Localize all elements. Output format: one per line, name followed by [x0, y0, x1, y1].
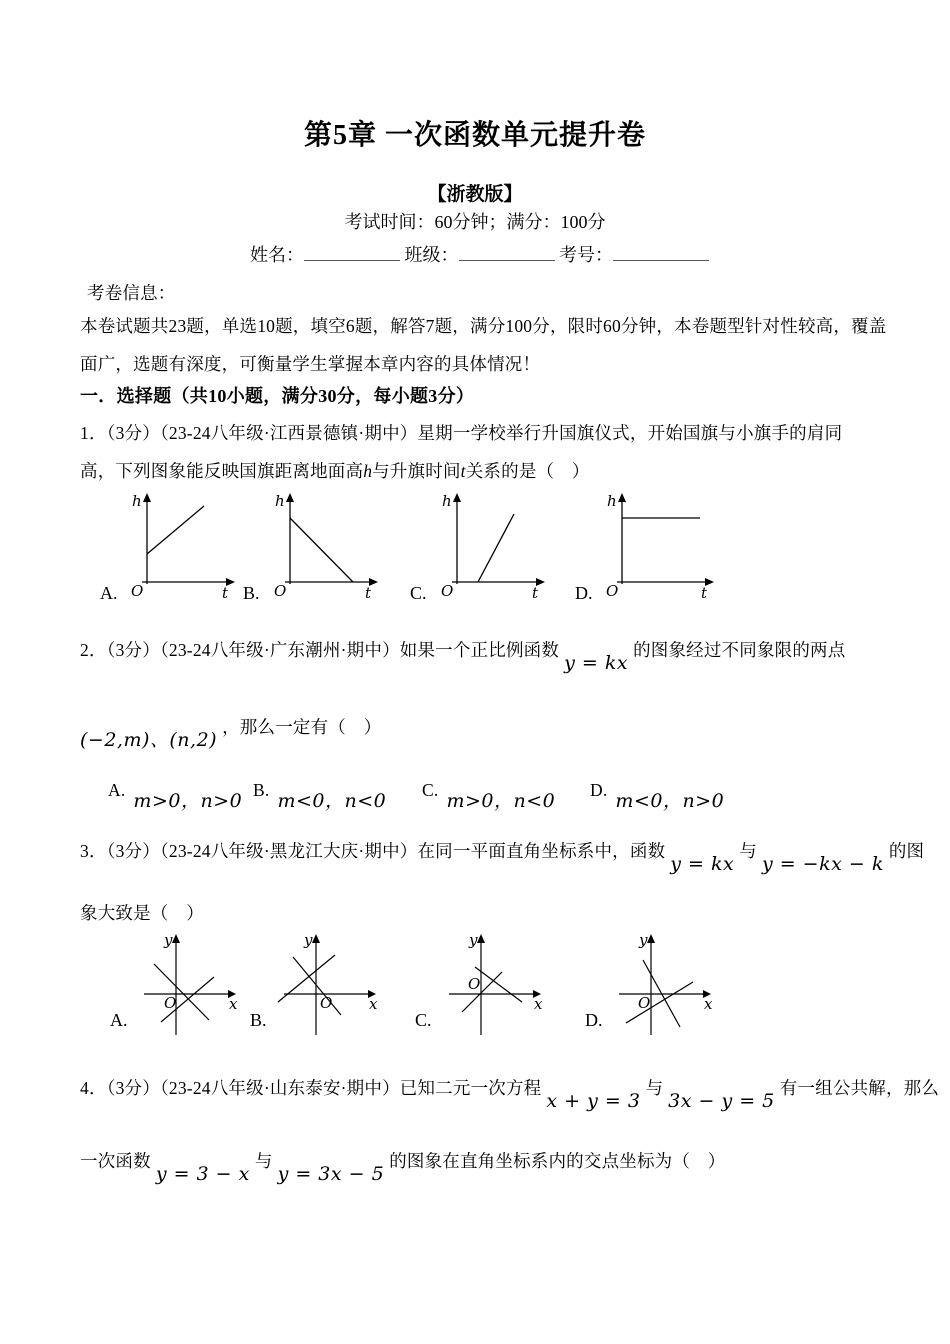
q4-line-1: 4．（3分）（23-24八年级·山东泰安·期中）已知二元一次方程x + y = 3与3x − y = 5有一组公共解，那么 [80, 1078, 940, 1112]
svg-text:h: h [132, 492, 142, 510]
q2-option-d: D. m<0，n>0 [590, 780, 725, 812]
page-title: 第5章 一次函数单元提升卷 [303, 120, 646, 151]
exam-meta: 考试时间：60分钟；满分：100分 [344, 212, 606, 232]
svg-text:O: O [274, 582, 287, 600]
q2-option-a: A. m>0，n>0 [108, 780, 243, 812]
class-blank [459, 241, 555, 261]
q3-option-graph-a [110, 932, 250, 1037]
q1-option-graph-a [100, 492, 245, 610]
q1-option-graph-b [243, 492, 388, 610]
q4-line-2: 一次函数y = 3 − x与y = 3x − 5的图象在直角坐标系内的交点坐标为（ ） [80, 1151, 726, 1185]
q3-option-graph-c [415, 932, 555, 1037]
class-label: 班级： [404, 245, 459, 265]
q2-line-2: (−2,m)、(n,2)，那么一定有（ ） [80, 717, 382, 751]
info-heading: 考卷信息： [87, 283, 176, 303]
svg-text:O: O [638, 994, 651, 1012]
svg-text:x: x [704, 995, 713, 1013]
q3-graph-d-plot [603, 932, 721, 1037]
q1-graph-c-plot [432, 492, 552, 607]
svg-text:y: y [639, 932, 648, 949]
info-line-1: 本卷试题共23题，单选10题，填空6题，解答7题，满分100分，限时60分钟，本卷题型针对性较高，覆盖 [80, 316, 887, 336]
q1-option-label-a: A. [100, 583, 118, 603]
q3-option-label-d: D. [585, 1010, 603, 1030]
q3-formula-2: y = −kx − k [761, 853, 884, 875]
name-label: 姓名： [250, 245, 304, 265]
q3-graph-c-plot [433, 932, 551, 1037]
q2-option-b: B. m<0，n<0 [253, 780, 387, 812]
svg-text:O: O [468, 975, 481, 993]
name-class-id-row [250, 241, 709, 267]
svg-text:y: y [304, 932, 313, 949]
q3-option-graph-b [250, 932, 390, 1037]
q1-graph-d-plot [597, 492, 722, 607]
svg-text:O: O [320, 994, 333, 1012]
q3-option-graph-d [585, 932, 725, 1037]
svg-text:h: h [607, 492, 617, 510]
q2-formula-ykx: y = kx [564, 652, 629, 674]
q4-formula-1: x + y = 3 [546, 1090, 641, 1112]
exam-no-label: 考号： [559, 245, 613, 265]
svg-text:t: t [532, 584, 539, 602]
q3-line-2: 象大致是（ ） [80, 903, 204, 923]
svg-text:O: O [164, 994, 177, 1012]
q2-line-1: 2．（3分）（23-24八年级·广东潮州·期中）如果一个正比例函数y = kx的图象经过不同象限的两点 [80, 640, 846, 674]
svg-text:x: x [534, 995, 543, 1013]
var-h: h [363, 461, 373, 481]
q3-option-label-a: A. [110, 1010, 128, 1030]
q3-line-1: 3．（3分）（23-24八年级·黑龙江大庆·期中）在同一平面直角坐标系中，函数y = kx与y = −kx − k的图 [80, 841, 925, 875]
svg-text:x: x [369, 995, 378, 1013]
q4-formula-2: 3x − y = 5 [668, 1090, 775, 1112]
edition-badge: 【浙教版】 [427, 184, 523, 205]
svg-text:h: h [275, 492, 285, 510]
info-line-2: 面广，选题有深度，可衡量学生掌握本章内容的具体情况！ [80, 354, 541, 374]
svg-text:t: t [365, 584, 372, 602]
exam-no-blank [613, 241, 709, 261]
q2-points: (−2,m)、(n,2) [80, 729, 218, 751]
svg-text:y: y [469, 932, 478, 949]
q1-line-2: 高，下列图象能反映国旗距离地面高h与升旗时间t关系的是（ ） [80, 461, 590, 481]
svg-text:h: h [442, 492, 452, 510]
q4-formula-4: y = 3x − 5 [277, 1163, 385, 1185]
svg-text:y: y [164, 932, 173, 949]
q4-formula-3: y = 3 − x [155, 1163, 250, 1185]
q3-option-label-b: B. [250, 1010, 267, 1030]
var-t: t [460, 461, 466, 481]
q1-graph-a-plot [122, 492, 242, 607]
q1-option-graph-d [575, 492, 725, 610]
svg-text:x: x [229, 995, 238, 1013]
svg-text:t: t [701, 584, 708, 602]
svg-text:O: O [441, 582, 454, 600]
q1-line-1: 1．（3分）（23-24八年级·江西景德镇·期中）星期一学校举行升国旗仪式，开始国旗与小旗手的肩同 [80, 423, 843, 443]
q3-graph-a-plot [128, 932, 246, 1037]
svg-text:O: O [131, 582, 144, 600]
name-blank [304, 241, 400, 261]
q3-graph-b-plot [268, 932, 386, 1037]
section-1-heading: 一．选择题（共10小题，满分30分，每小题3分） [80, 386, 475, 406]
svg-text:O: O [606, 582, 619, 600]
svg-text:t: t [222, 584, 229, 602]
q1-option-label-c: C. [410, 583, 427, 603]
q3-option-label-c: C. [415, 1010, 432, 1030]
q1-graph-b-plot [265, 492, 385, 607]
q1-option-graph-c [410, 492, 555, 610]
q2-option-c: C. m>0，n<0 [422, 780, 556, 812]
q1-option-label-b: B. [243, 583, 260, 603]
q1-option-label-d: D. [575, 583, 593, 603]
q3-formula-1: y = kx [670, 853, 735, 875]
